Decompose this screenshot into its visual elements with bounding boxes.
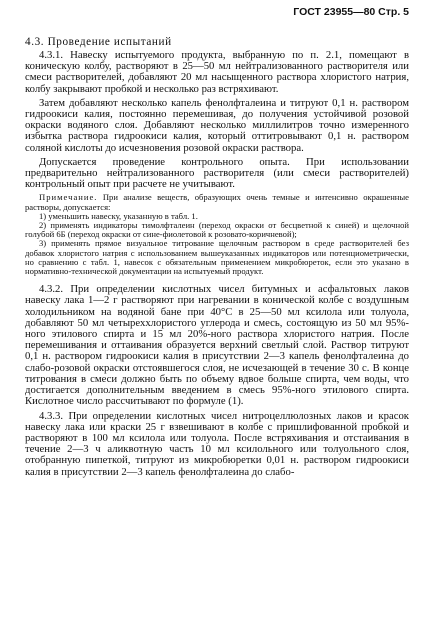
paragraph-4-3-3: 4.3.3. При определении кислотных чисел нитроцеллюлозных лаков и красок навеску лака или краски 25 г взвешивают в колбе с пришлифованной пробкой и растворяют в 100 мл ксилола или толуола. После встряхивания и отстаивания в течение 2—3 ч аликвотную часть 10 мл ксилольного или толуольного слоя, отобранную пипеткой, титруют из микробюретки 0,01 н. раствором гидроокиси калия в присутствии 2—3 капель фенолфталеина до слабо- (25, 409, 409, 478)
note-item-3: 3) применять прямое визуальное титрование щелочным раствором в среде растворителей без добавок хлористого натрия с использованием вышеуказанных индикаторов или потенциометрически, но сравнению с табл. 1, навесок с обязательным применением микробюреток, если это указано в нормативно-технической документации на испытуемый продукт. (25, 238, 409, 277)
paragraph-titration: Затем добавляют несколько капель фенолфталеина и титруют 0,1 н. раствором гидроокиси калия, постоянно перемешивая, до получения устойчивой розовой окраски водяного слоя. Добавляют несколько миллилитров точно измеренного избытка раствора гидроокиси калия, который оттитровывают 0,1 н. раствором соляной кислоты до исчезновения розовой окраски раствора. (25, 96, 409, 154)
note-item-2: 2) применять индикаторы тимолфталеин (переход окраски от бесцветной к синей) и щелочной голубой 6Б (переход окраски от сине-фиолетовой к розовато-коричневой); (25, 220, 409, 240)
paragraph-control: Допускается проведение контрольного опыта. При использовании предварительно нейтрализованного растворителя (или смеси растворителей) контрольный опыт при расчете не учитывают. (25, 155, 409, 191)
section-title: 4.3. Проведение испытаний (25, 36, 172, 48)
page-header: ГОСТ 23955—80 Стр. 5 (293, 6, 409, 18)
note-block (25, 193, 409, 276)
note-intro-text: При анализе веществ, образующих очень темные и интенсивно окрашенные растворы, допускается: (25, 192, 409, 212)
note-label: Примечание. (39, 192, 98, 203)
note-intro (25, 193, 409, 211)
paragraph-4-3-1: 4.3.1. Навеску испытуемого продукта, выбранную по п. 2.1, помещают в коническую колбу, растворяют в 25—50 мл нейтрализованного растворителя или смеси растворителей, добавляют 20 мл насыщенного раствора хлористого натрия, колбу закрывают пробкой и несколько раз встряхивают. (25, 49, 409, 95)
paragraph-4-3-2: 4.3.2. При определении кислотных чисел битумных и асфальтовых лаков навеску лака 1—2 г растворяют при нагревании в конической колбе с воздушным холодильником на водяной бане при 40°С в 25—50 мл ксилола или толуола, добавляют 50 мл четыреххлористого углерода и смесь, состоящую из 50 мл 95%-ного этилового спирта и 15 мл 20%-ного раствора хлористого натрия. После перемешивания и оттаивания образуется верхний светлый слой. Раствор титруют 0,1 н. раствором гидроокиси калия в присутствии 2—3 капель фенолфталеина до слабо-розовой окраски отстоявшегося слоя, не исчезающей в течение 30 с. В конце титрования в смеси должно быть по объему вдвое больше спирта, чем воды, что достигается дополнительным введением в смесь 95%-ного этилового спирта. Кислотное число рассчитывают по формуле (1). (25, 283, 409, 408)
note-item-1: 1) уменьшить навеску, указанную в табл. 1. (39, 210, 198, 221)
